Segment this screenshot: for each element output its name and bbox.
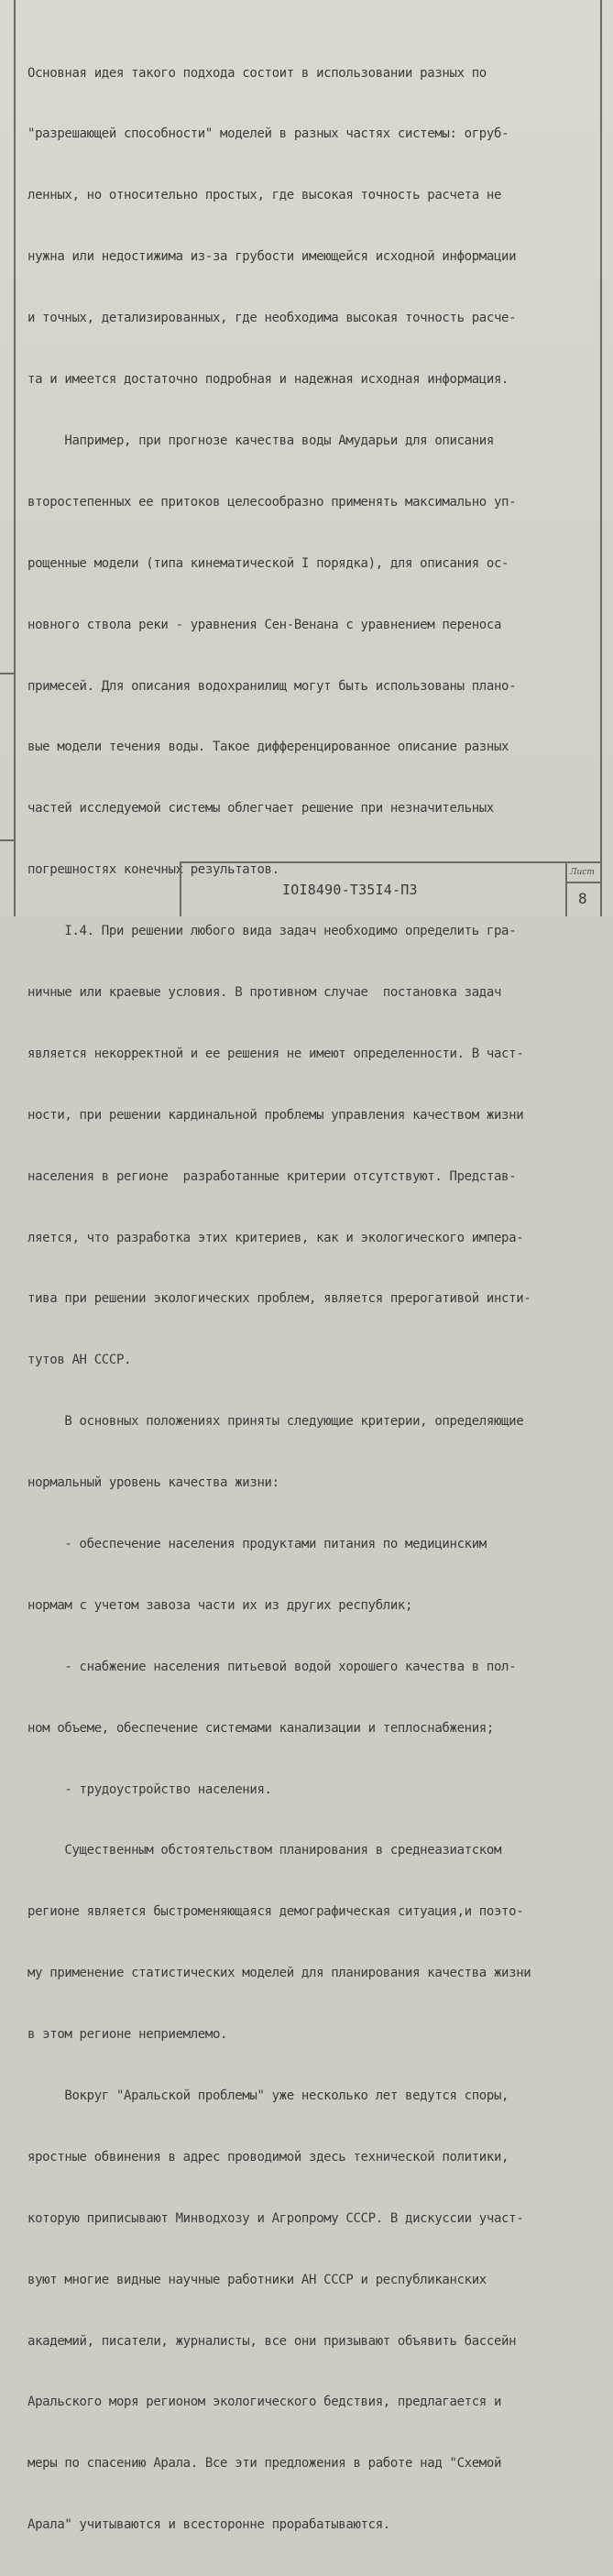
text-line: I.4. При решении любого вида задач необходимо определить гра- bbox=[27, 924, 517, 939]
text-line: которую приписывают Минводхозу и Агропрому СССР. В дискуссии участ- bbox=[27, 2210, 524, 2226]
text-line: в этом регионе неприемлемо. bbox=[27, 2027, 228, 2043]
text-line: Аральского моря регионом экологического бедствия, предлагается и bbox=[27, 2395, 502, 2410]
text-line: и точных, детализированных, где необходима высокая точность расче- bbox=[27, 311, 517, 326]
text-line: "разрешающей способности" моделей в разных частях системы: огруб- bbox=[27, 126, 509, 142]
text-line: меры по спасению Арала. Все эти предложения в работе над "Схемой bbox=[27, 2456, 502, 2472]
text-line: второстепенных ее притоков целесообразно применять максимально уп- bbox=[27, 494, 517, 510]
text-line: яростные обвинения в адрес проводимой здесь технической политики, bbox=[27, 2149, 509, 2165]
text-line: - трудоустройство населения. bbox=[27, 1781, 272, 1797]
text-line: населения в регионе разработанные критерии отсутствуют. Представ- bbox=[27, 1168, 517, 1184]
text-line: - обеспечение населения продуктами питания по медицинским bbox=[27, 1536, 487, 1551]
text-line: нормам с учетом завоза части их из других республик; bbox=[27, 1597, 413, 1613]
text-line: ном объеме, обеспечение системами канализации и теплоснабжения; bbox=[27, 1720, 494, 1736]
body-text bbox=[27, 22, 588, 2576]
text-line: нужна или недостижима из-за грубости имеющейся исходной информации bbox=[27, 249, 517, 265]
margin-tick-2 bbox=[0, 839, 14, 841]
text-line: ничные или краевые условия. В противном случае постановка задач bbox=[27, 984, 502, 1000]
text-line: рощенные модели (типа кинематической I порядка), для описания ос- bbox=[27, 555, 509, 571]
text-line: Основная идея такого подхода состоит в использовании разных по bbox=[27, 65, 487, 81]
sheet-cell bbox=[565, 863, 602, 916]
text-line: тутов АН СССР. bbox=[27, 1353, 132, 1368]
text-line: примесей. Для описания водохранилищ могут быть использованы плано- bbox=[27, 678, 517, 694]
text-line: частей исследуемой системы облегчает решение при незначительных bbox=[27, 801, 494, 817]
text-line: тива при решении экологических проблем, является прерогативой инсти- bbox=[27, 1291, 531, 1307]
text-line: ности, при решении кардинальной проблемы управления качеством жизни bbox=[27, 1107, 524, 1123]
sheet-divider bbox=[567, 882, 602, 883]
right-frame-line bbox=[600, 0, 602, 916]
text-line: вуют многие видные научные работники АН СССР и республиканских bbox=[27, 2272, 487, 2287]
text-line: - снабжение населения питьевой водой хорошего качества в пол- bbox=[27, 1659, 517, 1674]
text-line: является некорректной и ее решения не имеют определенности. В част- bbox=[27, 1046, 524, 1061]
text-line: Например, при прогнозе качества воды Амударьи для описания bbox=[27, 433, 494, 448]
text-line: ленных, но относительно простых, где высокая точность расчета не bbox=[27, 188, 502, 203]
text-line: В основных положениях приняты следующие критерии, определяющие bbox=[27, 1414, 524, 1430]
document-code: IOI8490-ТЗ5I4-ПЗ bbox=[282, 882, 418, 898]
text-line: та и имеется достаточно подробная и надежная исходная информация. bbox=[27, 372, 509, 388]
left-frame-line bbox=[14, 0, 16, 916]
sheet-label: Лист bbox=[570, 868, 595, 877]
text-line: новного ствола реки - уравнения Сен-Венана с уравнением переноса bbox=[27, 617, 502, 632]
sheet-number: 8 bbox=[578, 890, 587, 907]
text-line: погрешностях конечных результатов. bbox=[27, 862, 279, 878]
text-line: Арала" учитываются и всесторонне прорабатываются. bbox=[27, 2517, 390, 2533]
text-line: нормальный уровень качества жизни: bbox=[27, 1475, 279, 1491]
text-line: Существенным обстоятельством планирования в среднеазиатском bbox=[27, 1843, 502, 1858]
text-line: ляется, что разработка этих критериев, как и экологического импера- bbox=[27, 1230, 524, 1245]
text-line: академий, писатели, журналисты, все они призывают объявить бассейн bbox=[27, 2333, 517, 2349]
text-line: Вокруг "Аральской проблемы" уже несколько лет ведутся споры, bbox=[27, 2088, 509, 2103]
title-block bbox=[180, 861, 602, 916]
text-line: вые модели течения воды. Такое дифференцированное описание разных bbox=[27, 740, 509, 755]
text-line: му применение статистических моделей для планирования качества жизни bbox=[27, 1966, 531, 1981]
margin-tick-1 bbox=[0, 673, 14, 674]
text-line: регионе является быстроменяющаяся демографическая ситуация,и поэто- bbox=[27, 1904, 524, 1920]
